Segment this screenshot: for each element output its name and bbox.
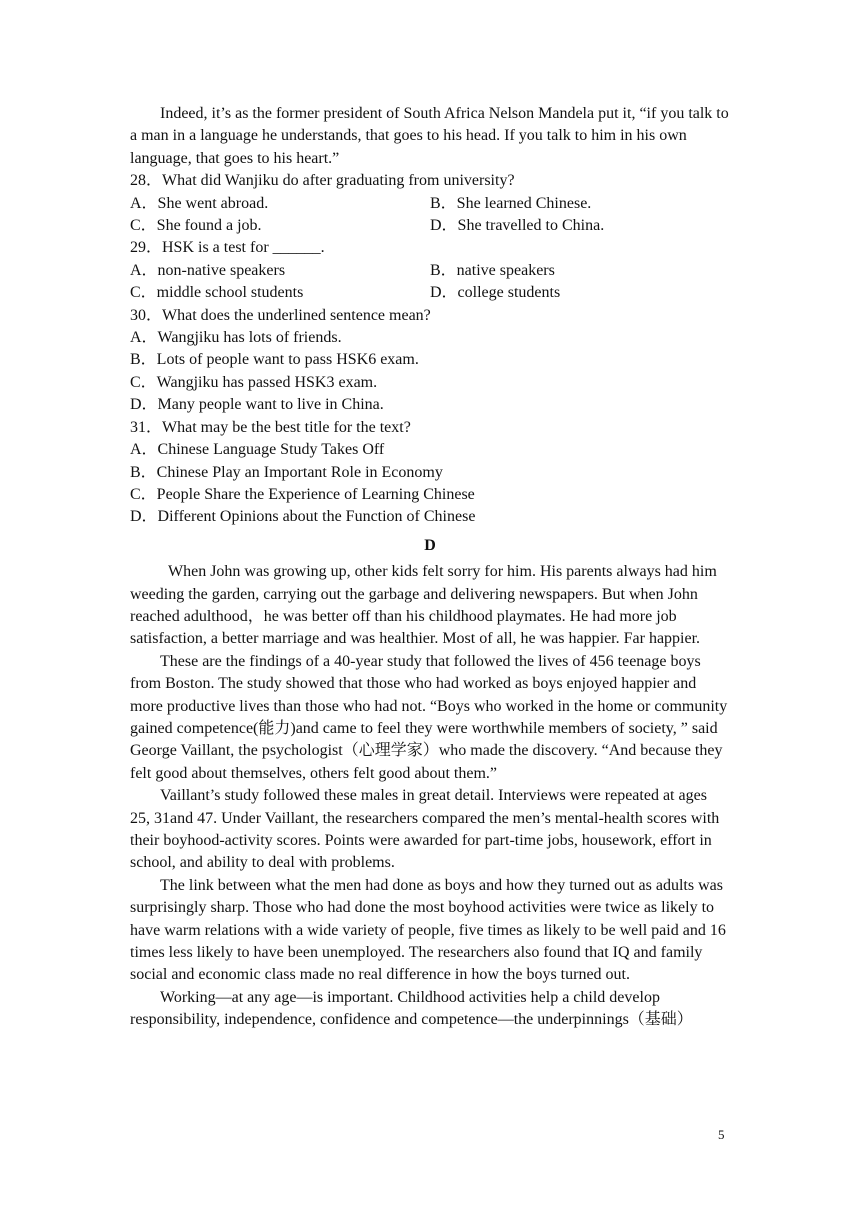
option-a: A．non-native speakers (130, 261, 286, 279)
option-d: D．college students (430, 284, 561, 302)
document-page (130, 103, 730, 1032)
option-d: D．Different Opinions about the Function of Chinese (130, 508, 476, 526)
option-d: D．She travelled to China. (430, 217, 605, 235)
question-stem: 29．HSK is a test for ______. (130, 239, 325, 257)
option-c: C．People Share the Experience of Learning Chinese (130, 485, 475, 503)
option-a: A．Wangjiku has lots of friends. (130, 329, 342, 347)
passage-paragraph: The link between what the men had done as boys and how they turned out as adults was surprisingly sharp. Those who had done the most boyhood activities were twice as likely to have warm relations with a wide variety of people, five times as likely to be well paid and 16 times less likely to have been unemployed. The researchers also found that IQ and family social and economic class made no real difference in how the boys turned out. (130, 876, 726, 984)
option-b: B．native speakers (430, 261, 555, 279)
option-a: A．Chinese Language Study Takes Off (130, 441, 385, 459)
passage-paragraph: Working—at any age—is important. Childhood activities help a child develop responsibility, independence, confidence and competence—the underpinnings（基础） (130, 988, 693, 1029)
option-c: C．Wangjiku has passed HSK3 exam. (130, 373, 378, 391)
passage-paragraph: When John was growing up, other kids felt sorry for him. His parents always had him weeding the garden, carrying out the garbage and delivering newspapers. But when John reached adulthood，he was better off than his childhood playmates. He had more job satisfaction, a better marriage and was healthier. Most of all, he was happier. Far happier. (130, 563, 717, 648)
question-stem: 31．What may be the best title for the text? (130, 418, 411, 436)
question-31 (130, 417, 730, 529)
passage-paragraph: These are the findings of a 40-year study that followed the lives of 456 teenage boys from Boston. The study showed that those who had worked as boys enjoyed happier and more productive lives than those who had not. “Boys who worked in the home or community gained competence(能力)and came to feel they were worthwhile members of society, ” said George Vaillant, the psychologist（心理学家）who made the discovery. “And because they felt good about themselves, others felt good about them.” (130, 652, 728, 782)
question-29 (130, 237, 730, 304)
option-b: B．Chinese Play an Important Role in Economy (130, 463, 443, 481)
question-stem: 30．What does the underlined sentence mean? (130, 306, 431, 324)
option-b: B．Lots of people want to pass HSK6 exam. (130, 351, 419, 369)
question-30 (130, 305, 730, 417)
page-number: 5 (718, 1127, 725, 1142)
passage-paragraph: Vaillant’s study followed these males in great detail. Interviews were repeated at ages 25, 31and 47. Under Vaillant, the researchers compared the men’s mental-health scores with their boyhood-activity scores. Points were awarded for part-time jobs, housework, effort in school, and ability to deal with problems. (130, 787, 720, 872)
option-a: A．She went abroad. (130, 194, 269, 212)
section-heading: D (424, 536, 436, 554)
question-28 (130, 170, 730, 237)
option-c: C．She found a job. (130, 217, 262, 235)
option-d: D．Many people want to live in China. (130, 396, 384, 414)
question-stem: 28．What did Wanjiku do after graduating from university? (130, 172, 515, 190)
intro-paragraph: Indeed, it’s as the former president of South Africa Nelson Mandela put it, “if you talk to a man in a language he understands, that goes to his head. If you talk to him in his own language, that goes to his heart.” (130, 105, 729, 167)
option-c: C．middle school students (130, 284, 304, 302)
option-b: B．She learned Chinese. (430, 194, 592, 212)
